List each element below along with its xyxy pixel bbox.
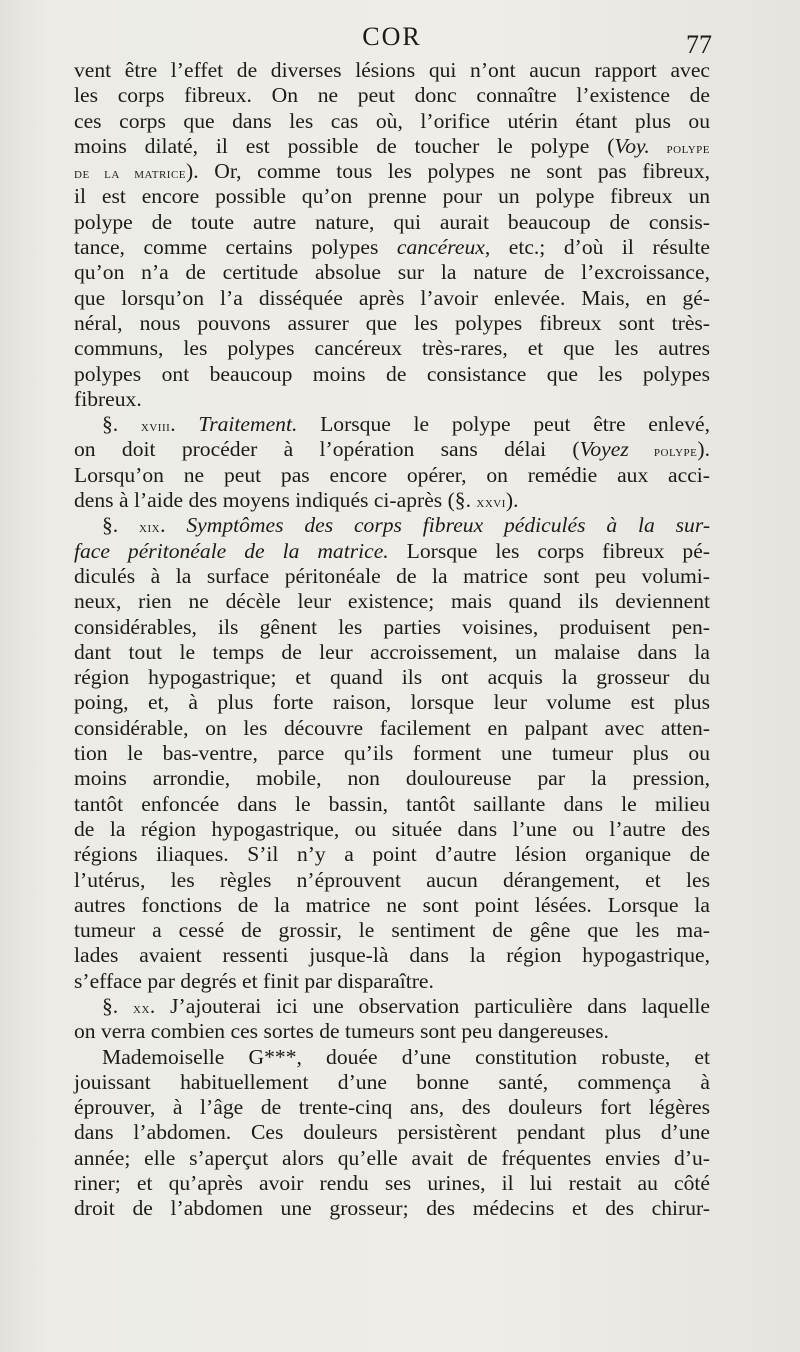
- text-line: [74, 437, 710, 462]
- text-run: de la région hypogastrique, ou située dans l’une ou l’autre des: [74, 816, 710, 841]
- text-run: xxvi: [476, 495, 506, 512]
- text-run: dens à l’aide des moyens indiqués ci-après (§.: [74, 488, 477, 513]
- text-line: [74, 994, 710, 1019]
- text-run: Lorsque le polype peut être enlevé,: [297, 412, 711, 437]
- text-run: xviii: [140, 419, 171, 436]
- text-run: §.: [102, 412, 141, 437]
- text-run: vent être l’effet de diverses lésions qui n’ont aucun rapport avec: [74, 58, 710, 82]
- text-line: [74, 690, 710, 715]
- text-run: poing, et, à plus forte raison, lorsque leur volume est plus: [74, 690, 710, 715]
- text-line: [74, 1045, 710, 1070]
- text-run: lades avaient ressenti jusque-là dans la région hypogastrique,: [74, 943, 710, 968]
- text-line: [74, 615, 710, 640]
- text-line: [74, 766, 710, 791]
- text-run: polype de toute autre nature, qui aurait beaucoup de consis-: [74, 209, 710, 234]
- text-run: s’efface par degrés et finit par disparaître.: [74, 968, 434, 993]
- text-line: [74, 868, 710, 893]
- text-run: tantôt enfoncée dans le bassin, tantôt saillante dans le milieu: [74, 791, 710, 816]
- text-line: [74, 412, 710, 437]
- text-line: [74, 184, 710, 209]
- text-run: dant tout le temps de leur accroissement, un malaise dans la: [74, 639, 710, 664]
- text-line: [74, 159, 710, 184]
- text-run: face péritonéale de la matrice.: [74, 538, 389, 563]
- text-run: droit de l’abdomen une grosseur; des médecins et des chirur-: [74, 1196, 710, 1221]
- text-line: [74, 83, 710, 108]
- text-line: [74, 336, 710, 361]
- text-line: [74, 943, 710, 968]
- text-run: ).: [505, 488, 519, 513]
- text-run: que lorsqu’on l’a disséquée après l’avoir enlevée. Mais, en gé-: [74, 285, 710, 310]
- text-run: polype: [628, 444, 698, 461]
- text-run: .: [160, 513, 187, 538]
- text-run: de la matrice: [74, 166, 187, 183]
- text-run: néral, nous pouvons assurer que les polypes fibreux sont très-: [74, 310, 710, 335]
- text-line: [74, 1146, 710, 1171]
- text-run: moins dilaté, il est possible de toucher le polype (: [74, 133, 615, 158]
- running-head: [74, 22, 710, 62]
- text-line: [74, 1019, 710, 1044]
- text-run: considérables, ils gênent les parties voisines, produisent pen-: [74, 614, 710, 639]
- text-run: fibreux.: [74, 386, 142, 411]
- text-run: qu’on n’a de certitude absolue sur la nature de l’excroissance,: [74, 260, 710, 285]
- text-line: [74, 1171, 710, 1196]
- text-run: autres fonctions de la matrice ne sont point lésées. Lorsque la: [74, 892, 710, 917]
- text-line: [74, 716, 710, 741]
- text-line: [74, 210, 710, 235]
- text-run: éprouver, à l’âge de trente-cinq ans, des douleurs fort légères: [74, 1095, 710, 1120]
- text-line: [74, 1095, 710, 1120]
- text-run: Lorsque les corps fibreux pé-: [388, 538, 710, 563]
- text-run: Symptômes des corps fibreux pédiculés à la sur-: [186, 513, 711, 538]
- text-run: diculés à la surface péritonéale de la matrice sont peu volumi-: [74, 563, 710, 588]
- text-line: [74, 1070, 710, 1095]
- page-number: 77: [686, 30, 712, 59]
- text-run: tumeur a cessé de grossir, le sentiment de gêne que les ma-: [74, 918, 710, 943]
- text-run: régions iliaques. S’il n’y a point d’autre lésion organique de: [74, 842, 710, 867]
- text-run: cancéreux: [396, 235, 485, 260]
- text-line: [74, 235, 710, 260]
- text-run: il est encore possible qu’on prenne pour un polype fibreux un: [74, 184, 710, 209]
- text-run: moins arrondie, mobile, non douloureuse par la pression,: [74, 766, 710, 791]
- page-heading: COR: [362, 22, 422, 51]
- text-run: année; elle s’aperçut alors qu’elle avait de fréquentes envies d’u-: [74, 1145, 710, 1170]
- text-run: communs, les polypes cancéreux très-rares, et que les autres: [74, 336, 710, 361]
- text-line: [74, 1196, 710, 1221]
- text-run: région hypogastrique; et quand ils ont acquis la grosseur du: [74, 665, 710, 690]
- text-line: [74, 539, 710, 564]
- text-run: polype: [649, 140, 710, 157]
- text-run: ces corps que dans les cas où, l’orifice utérin étant plus ou: [74, 108, 710, 133]
- text-line: [74, 513, 710, 538]
- body-text: [74, 58, 710, 1222]
- text-line: [74, 387, 710, 412]
- text-line: [74, 134, 710, 159]
- text-line: [74, 665, 710, 690]
- text-line: [74, 58, 710, 83]
- text-line: [74, 918, 710, 943]
- text-line: [74, 640, 710, 665]
- text-line: [74, 488, 710, 513]
- text-line: [74, 817, 710, 842]
- text-line: [74, 260, 710, 285]
- text-line: [74, 286, 710, 311]
- text-line: [74, 109, 710, 134]
- text-line: [74, 842, 710, 867]
- text-run: Lorsqu’on ne peut pas encore opérer, on remédie aux acci-: [74, 462, 710, 487]
- text-line: [74, 893, 710, 918]
- text-run: , etc.; d’où il résulte: [484, 235, 711, 260]
- text-run: l’utérus, les règles n’éprouvent aucun dérangement, et les: [74, 867, 710, 892]
- text-line: [74, 792, 710, 817]
- text-run: on doit procéder à l’opération sans délai (: [74, 437, 580, 462]
- text-run: polypes ont beaucoup moins de consistance que les polypes: [74, 361, 710, 386]
- text-line: [74, 463, 710, 488]
- text-run: tance, comme certains polypes: [74, 235, 397, 260]
- text-line: [74, 741, 710, 766]
- text-run: les corps fibreux. On ne peut donc connaître l’existence de: [74, 83, 710, 108]
- text-run: .: [170, 412, 199, 437]
- text-run: considérable, on les découvre facilement en palpant avec atten-: [74, 715, 710, 740]
- text-run: . J’ajouterai ici une observation particulière dans laquelle: [149, 993, 711, 1018]
- text-line: [74, 969, 710, 994]
- text-run: Voyez: [579, 437, 629, 462]
- text-run: §.: [102, 513, 140, 538]
- text-line: [74, 1120, 710, 1145]
- text-run: xix: [139, 520, 161, 537]
- text-run: ).: [697, 437, 710, 462]
- text-run: Traitement.: [198, 412, 298, 437]
- text-run: xx: [133, 1000, 150, 1017]
- text-run: riner; et qu’après avoir rendu ses urines, il lui restait au côté: [74, 1171, 710, 1196]
- text-run: Mademoiselle G***, douée d’une constitution robuste, et: [102, 1044, 710, 1069]
- text-run: Voy.: [614, 133, 650, 158]
- text-line: [74, 564, 710, 589]
- text-run: neux, rien ne décèle leur existence; mais quand ils deviennent: [74, 589, 710, 614]
- text-run: jouissant habituellement d’une bonne santé, commença à: [74, 1069, 710, 1094]
- text-run: on verra combien ces sortes de tumeurs sont peu dangereuses.: [74, 1019, 609, 1044]
- text-line: [74, 362, 710, 387]
- text-run: §.: [102, 993, 134, 1018]
- text-line: [74, 311, 710, 336]
- text-run: dans l’abdomen. Ces douleurs persistèrent pendant plus d’une: [74, 1120, 710, 1145]
- text-run: tion le bas-ventre, parce qu’ils forment une tumeur plus ou: [74, 741, 710, 766]
- text-run: ). Or, comme tous les polypes ne sont pas fibreux,: [186, 159, 710, 184]
- text-line: [74, 589, 710, 614]
